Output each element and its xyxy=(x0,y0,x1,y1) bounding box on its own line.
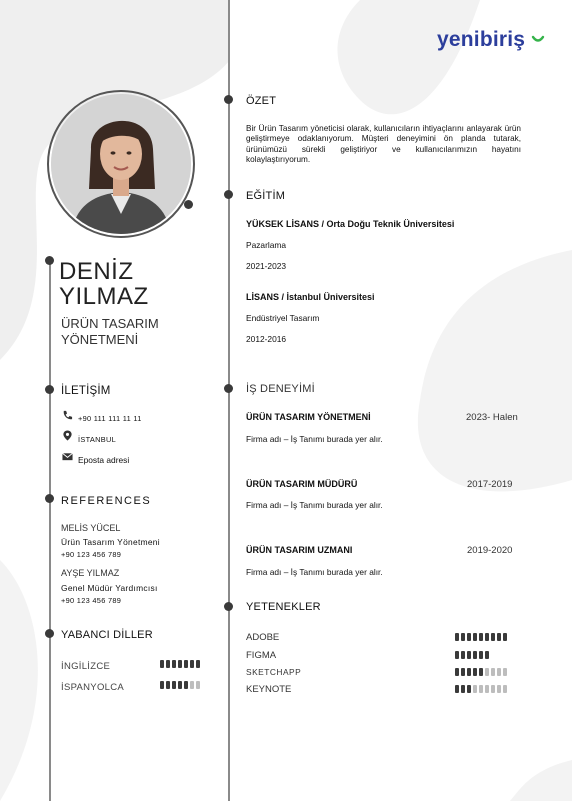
skills-dot xyxy=(224,602,233,611)
level-bar-filled xyxy=(160,660,164,668)
experience-heading: İŞ DENEYİMİ xyxy=(246,383,315,395)
skill-4-name: KEYNOTE xyxy=(246,684,292,695)
level-bar-filled xyxy=(479,651,483,659)
level-bar-filled xyxy=(172,660,176,668)
level-bar-filled xyxy=(184,660,188,668)
level-bar-empty xyxy=(503,668,507,676)
experience-3-title: ÜRÜN TASARIM UZMANI xyxy=(246,545,353,555)
mail-icon xyxy=(62,451,73,462)
avatar xyxy=(51,94,191,234)
level-bar-filled xyxy=(461,668,465,676)
level-bar-filled xyxy=(485,651,489,659)
summary-heading: ÖZET xyxy=(246,95,277,107)
education-2-years: 2012-2016 xyxy=(246,334,287,344)
brand-logo xyxy=(437,28,545,52)
level-bar-filled xyxy=(479,633,483,641)
level-bar-filled xyxy=(455,633,459,641)
level-bar-empty xyxy=(491,668,495,676)
experience-dot xyxy=(224,384,233,393)
references-heading: REFERENCES xyxy=(61,495,152,507)
experience-1-desc: Firma adı – İş Tanımı burada yer alır. xyxy=(246,434,383,444)
center-timeline xyxy=(228,0,230,801)
level-bar-filled xyxy=(166,660,170,668)
education-1-years: 2021-2023 xyxy=(246,261,287,271)
level-bar-empty xyxy=(497,668,501,676)
level-bar-empty xyxy=(196,681,200,689)
language-1-name: İNGİLİZCE xyxy=(61,661,111,672)
skill-1-level xyxy=(455,633,507,641)
level-bar-filled xyxy=(172,681,176,689)
reference-1-name: MELİS YÜCEL xyxy=(61,523,121,533)
level-bar-filled xyxy=(461,633,465,641)
skills-heading: YETENEKLER xyxy=(246,601,321,613)
summary-dot xyxy=(224,95,233,104)
skill-3-name: SKETCHAPP xyxy=(246,667,302,677)
level-bar-filled xyxy=(160,681,164,689)
languages-heading: YABANCI DİLLER xyxy=(61,629,153,641)
level-bar-filled xyxy=(467,651,471,659)
education-1-degree: YÜKSEK LİSANS / Orta Doğu Teknik Üniversitesi xyxy=(246,219,455,229)
language-2-level xyxy=(160,681,200,689)
level-bar-filled xyxy=(196,660,200,668)
reference-1-phone: +90 123 456 789 xyxy=(61,550,122,559)
level-bar-empty xyxy=(190,681,194,689)
language-2-name: İSPANYOLCA xyxy=(61,682,125,693)
level-bar-filled xyxy=(184,681,188,689)
level-bar-filled xyxy=(497,633,501,641)
experience-1-title: ÜRÜN TASARIM YÖNETMENİ xyxy=(246,412,371,422)
level-bar-empty xyxy=(503,685,507,693)
level-bar-filled xyxy=(461,685,465,693)
level-bar-filled xyxy=(503,633,507,641)
level-bar-filled xyxy=(178,681,182,689)
reference-1-role: Ürün Tasarım Yönetmeni xyxy=(61,537,160,547)
level-bar-filled xyxy=(491,633,495,641)
level-bar-filled xyxy=(190,660,194,668)
reference-2-name: AYŞE YILMAZ xyxy=(61,568,120,578)
contact-dot xyxy=(45,385,54,394)
level-bar-filled xyxy=(166,681,170,689)
level-bar-filled xyxy=(485,633,489,641)
level-bar-empty xyxy=(479,685,483,693)
skill-2-name: FIGMA xyxy=(246,650,277,661)
level-bar-filled xyxy=(461,651,465,659)
contact-city: İSTANBUL xyxy=(78,435,116,444)
location-pin-icon xyxy=(62,430,73,441)
level-bar-filled xyxy=(467,668,471,676)
level-bar-filled xyxy=(455,651,459,659)
level-bar-filled xyxy=(473,668,477,676)
level-bar-filled xyxy=(455,668,459,676)
left-timeline xyxy=(49,260,51,801)
level-bar-filled xyxy=(479,668,483,676)
education-2-degree: LİSANS / İstanbul Üniversitesi xyxy=(246,292,375,302)
experience-3-desc: Firma adı – İş Tanımı burada yer alır. xyxy=(246,567,383,577)
references-dot xyxy=(45,494,54,503)
skill-4-level xyxy=(455,685,507,693)
summary-text: Bir Ürün Tasarım yöneticisi olarak, kullanıcıların ihtiyaçlarını anlayarak ürün geliştirmeye odaklanıyorum. Müşteri deneyimini ön planda tutarak, ürünümüzü sürekli geliştiriyor ve kullanıcılarımızın hayatını kolaylaştırıyorum. xyxy=(246,124,521,164)
experience-2-desc: Firma adı – İş Tanımı burada yer alır. xyxy=(246,500,383,510)
languages-dot xyxy=(45,629,54,638)
level-bar-empty xyxy=(485,685,489,693)
education-2-field: Endüstriyel Tasarım xyxy=(246,313,320,323)
name-dot xyxy=(45,256,54,265)
job-title-line1: ÜRÜN TASARIM xyxy=(61,316,159,331)
level-bar-filled xyxy=(467,633,471,641)
level-bar-empty xyxy=(497,685,501,693)
last-name: YILMAZ xyxy=(59,283,149,310)
contact-phone: +90 111 111 11 11 xyxy=(78,414,142,423)
level-bar-empty xyxy=(491,685,495,693)
smile-icon xyxy=(531,33,545,45)
level-bar-filled xyxy=(178,660,182,668)
experience-2-title: ÜRÜN TASARIM MÜDÜRÜ xyxy=(246,479,358,489)
skill-2-level xyxy=(455,651,489,659)
level-bar-filled xyxy=(455,685,459,693)
level-bar-empty xyxy=(473,685,477,693)
level-bar-filled xyxy=(473,651,477,659)
education-1-field: Pazarlama xyxy=(246,240,287,250)
job-title-line2: YÖNETMENİ xyxy=(61,332,139,347)
contact-email[interactable]: Eposta adresi xyxy=(78,455,130,465)
first-name: DENİZ xyxy=(59,258,134,285)
skill-1-name: ADOBE xyxy=(246,632,280,643)
level-bar-filled xyxy=(467,685,471,693)
experience-2-dates: 2017-2019 xyxy=(467,479,513,490)
experience-1-dates: 2023- Halen xyxy=(466,412,518,423)
education-heading: EĞİTİM xyxy=(246,190,286,202)
contact-heading: İLETİŞİM xyxy=(61,385,111,397)
reference-2-role: Genel Müdür Yardımcısı xyxy=(61,583,158,593)
experience-3-dates: 2019-2020 xyxy=(467,545,513,556)
education-dot xyxy=(224,190,233,199)
level-bar-empty xyxy=(485,668,489,676)
brand-logo-text: yenibiriş xyxy=(437,28,526,51)
skill-3-level xyxy=(455,668,507,676)
photo-ring-dot xyxy=(184,200,193,209)
level-bar-filled xyxy=(473,633,477,641)
phone-icon xyxy=(62,410,73,421)
language-1-level xyxy=(160,660,200,668)
reference-2-phone: +90 123 456 789 xyxy=(61,596,122,605)
